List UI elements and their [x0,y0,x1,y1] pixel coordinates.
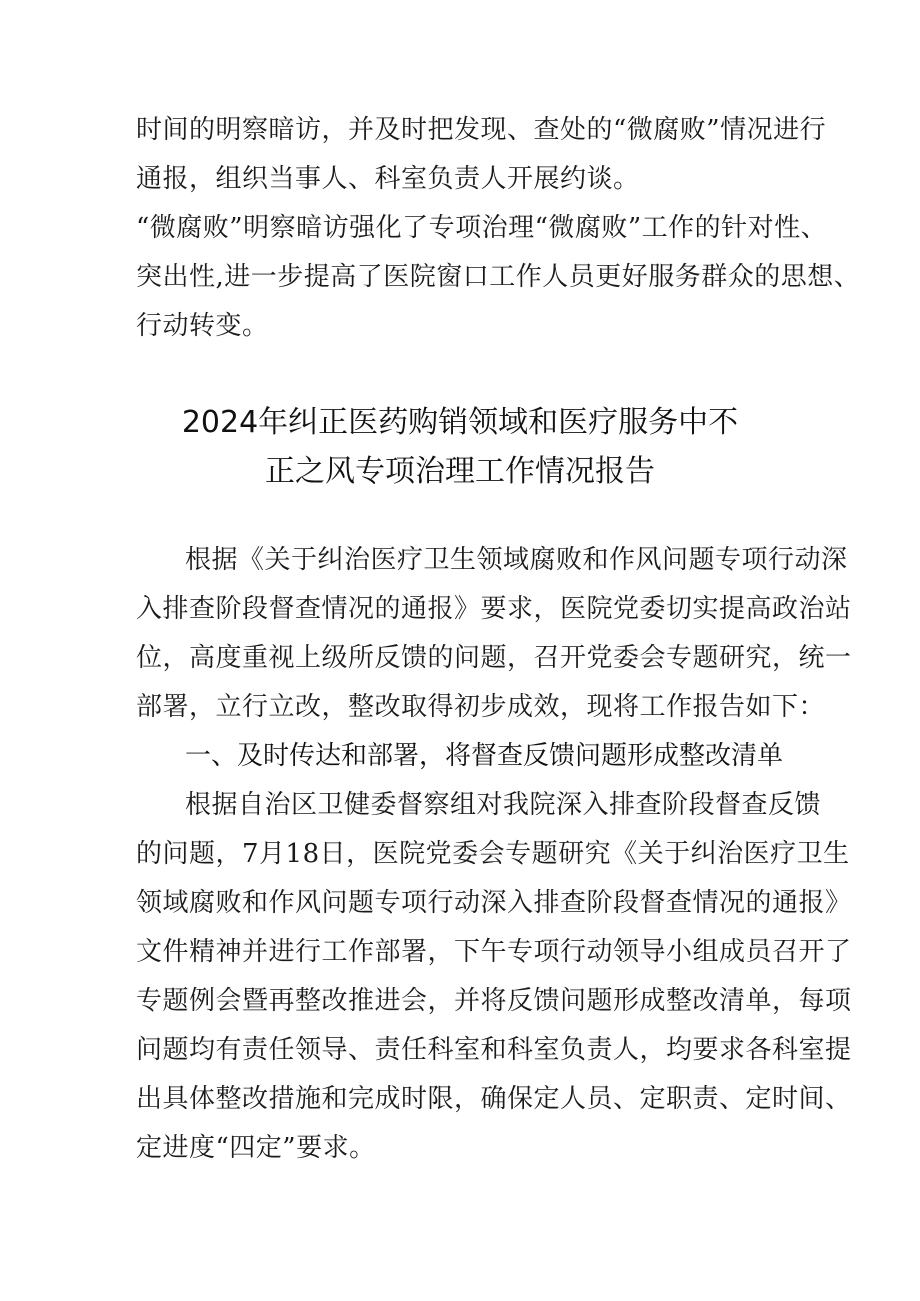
body-text-line: 位，高度重视上级所反馈的问题，召开党委会专题研究，统一 [136,643,852,673]
body-text-line: 通报，组织当事人、科室负责人开展约谈。 [136,164,640,194]
body-text-line: 根据自治区卫健委督察组对我院深入排查阶段督查反馈 [185,790,822,820]
body-text-line: 根据《关于纠治医疗卫生领域腐败和作风问题专项行动深 [185,545,848,575]
body-text-line: “微腐败”明察暗访强化了专项治理“微腐败”工作的针对性、 [136,213,828,243]
report-title-line-2: 正之风专项治理工作情况报告 [265,454,655,489]
body-text-line: 文件精神并进行工作部署，下午专项行动领导小组成员召开了 [136,937,852,967]
section-heading: 一、及时传达和部署，将督查反馈问题形成整改清单 [185,741,784,771]
body-text-line: 部署，立行立改，整改取得初步成效，现将工作报告如下： [136,692,826,722]
body-text-line: 出具体整改措施和完成时限，确保定人员、定职责、定时间、 [136,1084,852,1114]
body-text-line: 突出性,进一步提高了医院窗口工作人员更好服务群众的思想、 [136,262,861,292]
body-text-line: 定进度“四定”要求。 [136,1133,376,1163]
report-title-line-1: 2024年纠正医药购销领域和医疗服务中不 [181,405,739,440]
body-text-line: 行动转变。 [136,311,269,341]
body-text-line: 时间的明察暗访，并及时把发现、查处的“微腐败”情况进行 [136,115,827,145]
body-text-line: 问题均有责任领导、责任科室和科室负责人，均要求各科室提 [136,1035,852,1065]
body-text-line: 的问题，7月18日，医院党委会专题研究《关于纠治医疗卫生 [136,839,850,869]
body-text-line: 专题例会暨再整改推进会，并将反馈问题形成整改清单，每项 [136,986,852,1016]
body-text-line: 领域腐败和作风问题专项行动深入排查阶段督查情况的通报》 [136,888,852,918]
body-text-line: 入排查阶段督查情况的通报》要求，医院党委切实提高政治站 [136,594,852,624]
